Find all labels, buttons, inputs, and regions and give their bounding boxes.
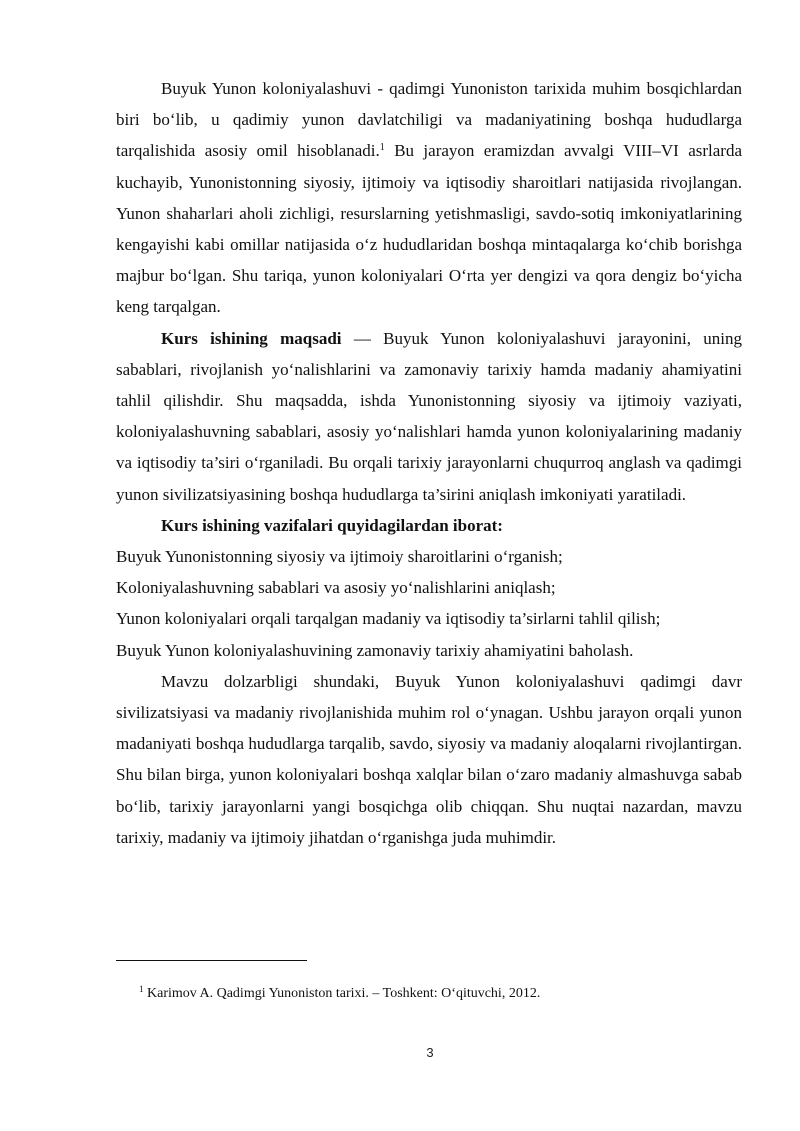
footnote-separator: [116, 960, 307, 961]
document-body: [116, 73, 742, 853]
tasks-list: [116, 541, 742, 666]
tasks-heading: Kurs ishining vazifalari quyidagilardan iborat:: [161, 515, 503, 535]
intro-text-part1: Buyuk Yunon koloniyalashuvi - qadimgi Yunoniston tarixida muhim bosqichlardan biri bo‘lib, u qadimiy yunon davlatchiligi va madaniyatining boshqa hududlarga tarqalishida asosiy omil hisoblanadi.: [116, 79, 742, 161]
intro-paragraph: [116, 73, 742, 323]
goal-lead: Kurs ishining maqsadi: [161, 328, 342, 348]
task-item: Buyuk Yunon koloniyalashuvining zamonaviy tarixiy ahamiyatini baholash.: [116, 640, 634, 660]
goal-text: — Buyuk Yunon koloniyalashuvi jarayonini, uning sabablari, rivojlanish yo‘nalishlarini va zamonaviy tarixiy hamda madaniy ahamiyatini tahlil qilishdir. Shu maqsadda, ishda Yunonistonning siyosiy va ijtimoiy vaziyati, koloniyalashuvning sabablari, asosiy yo‘nalishlari hamda yunon koloniyalarining madaniy va iqtisodiy ta’siri o‘rganiladi. Bu orqali tarixiy jarayonlarni chuqurroq anglash va qadimgi yunon sivilizatsiyasining boshqa hududlarga ta’sirini aniqlash imkoniyati yaratiladi.: [116, 328, 742, 504]
footnote-text: Karimov A. Qadimgi Yunoniston tarixi. – Toshkent: O‘qituvchi, 2012.: [143, 986, 541, 1001]
page-number: 3: [426, 1045, 434, 1060]
footnote-marker: 1: [139, 984, 144, 994]
relevance-paragraph: Mavzu dolzarbligi shundaki, Buyuk Yunon koloniyalashuvi qadimgi davr sivilizatsiyasi va madaniy rivojlanishida muhim rol o‘ynagan. Ushbu jarayon orqali yunon madaniyati boshqa hududlarga tarqalib, savdo, siyosiy va madaniy aloqalarni rivojlantirgan. Shu bilan birga, yunon koloniyalari boshqa xalqlar bilan o‘zaro madaniy almashuvga sabab bo‘lib, tarixiy jarayonlarni yangi bosqichga olib chiqqan. Shu nuqtai nazardan, mavzu tarixiy, madaniy va ijtimoiy jihatdan o‘rganishga juda muhimdir.: [116, 671, 742, 847]
task-item: Buyuk Yunonistonning siyosiy va ijtimoiy sharoitlarini o‘rganish;: [116, 547, 563, 567]
footnote-reference[interactable]: 1: [379, 142, 385, 154]
task-item: Yunon koloniyalari orqali tarqalgan madaniy va iqtisodiy ta’sirlarni tahlil qilish;: [116, 609, 661, 629]
intro-text-part2: Bu jarayon eramizdan avvalgi VIII–VI asrlarda kuchayib, Yunonistonning siyosiy, ijtimoiy va iqtisodiy sharoitlari natijasida rivojlangan. Yunon shaharlari aholi zichligi, resurslarning yetishmasligi, savdo-sotiq imkoniyatlarining kengayishi kabi omillar natijasida o‘z hududlaridan boshqa mintaqalarga ko‘chib borishga majbur bo‘lgan. Shu tariqa, yunon koloniyalari O‘rta yer dengizi va qora dengiz bo‘yicha keng tarqalgan.: [116, 141, 742, 317]
footnote: [139, 985, 540, 1003]
goal-paragraph: [116, 323, 742, 510]
task-item: Koloniyalashuvning sabablari va asosiy yo‘nalishlarini aniqlash;: [116, 578, 556, 598]
